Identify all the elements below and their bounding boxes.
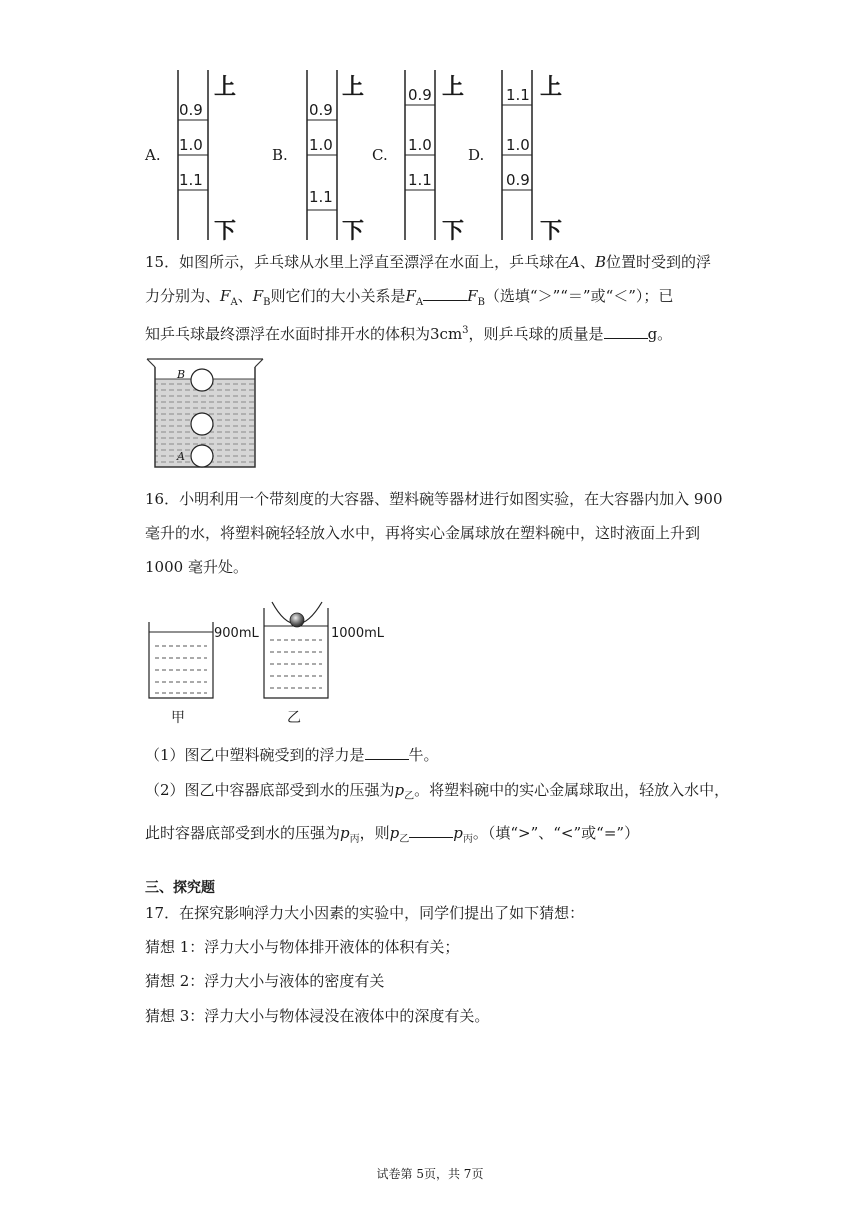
q16-container-jia	[145, 620, 220, 700]
q15-line-2: 力分别为、$F_A$、$F_B$则它们的大小关系是$F_A$ $F_B$（选填“＞”“＝”或“＜”）；已	[145, 287, 674, 308]
option-b-top-mark: 上	[342, 75, 365, 100]
q16-container-yi	[260, 600, 338, 700]
q15-fig-label-a: A	[177, 450, 185, 463]
q16-blank-1[interactable]	[365, 745, 409, 760]
option-b-bottom-mark: 下	[342, 219, 365, 244]
q15-line-3: 知乒乓球最终漂浮在水面时排开水的体积为$3cm^3$，则乒乓球的质量是 g。	[145, 325, 673, 343]
q16-caption-yi: 乙	[287, 710, 301, 726]
option-a-top-mark: 上	[214, 75, 237, 100]
q17-guess-1: 猜想 1：浮力大小与物体排开液体的体积有关；	[145, 938, 460, 956]
option-a-label-1: 0.9	[179, 101, 203, 119]
option-a-label-3: 1.1	[179, 171, 203, 189]
q16-volume-jia: 900mL	[214, 626, 259, 641]
q15-blank-1[interactable]	[423, 286, 467, 301]
option-b-letter: B.	[272, 146, 288, 164]
option-a-bottom-mark: 下	[214, 219, 237, 244]
q17-guess-3: 猜想 3：浮力大小与物体浸没在液体中的深度有关。	[145, 1007, 490, 1025]
option-d-label-1: 1.1	[506, 86, 530, 104]
option-b-label-1: 0.9	[309, 101, 333, 119]
page-footer: 试卷第 5页，共 7页	[376, 1167, 484, 1181]
q15-blank-2[interactable]	[604, 324, 648, 339]
q15-line-1: 15．如图所示，乒乓球从水里上浮直至漂浮在水面上，乒乓球在A、B位置时受到的浮	[145, 253, 711, 271]
q16-sub-1: （1）图乙中塑料碗受到的浮力是 牛。	[145, 746, 439, 764]
option-a-scale	[170, 70, 250, 240]
q16-caption-jia: 甲	[171, 710, 185, 726]
option-c-label-3: 1.1	[408, 171, 432, 189]
q16-line-3: 1000 毫升处。	[145, 558, 248, 576]
q15-beaker-figure	[145, 357, 265, 472]
q17-guess-2: 猜想 2：浮力大小与液体的密度有关	[145, 972, 385, 990]
option-c-letter: C.	[372, 146, 388, 164]
option-b-label-3: 1.1	[309, 188, 333, 206]
option-a-letter: A.	[145, 146, 161, 164]
option-d-bottom-mark: 下	[540, 219, 563, 244]
option-d-top-mark: 上	[540, 75, 563, 100]
q17-line-1: 17．在探究影响浮力大小因素的实验中，同学们提出了如下猜想：	[145, 904, 585, 922]
q16-sub-2-line-2: 此时容器底部受到水的压强为$p_丙$，则$p_乙$ $p_丙$。（填“>”、“<”或“=”）	[145, 824, 640, 845]
q16-line-1: 16．小明利用一个带刻度的大容器、塑料碗等器材进行如图实验，在大容器内加入 900	[145, 490, 723, 508]
option-c-label-2: 1.0	[408, 136, 432, 154]
option-d-letter: D.	[468, 146, 485, 164]
option-b-scale	[299, 70, 379, 240]
option-c-bottom-mark: 下	[442, 219, 465, 244]
q15-fig-label-b: B	[177, 368, 186, 381]
option-b-label-2: 1.0	[309, 136, 333, 154]
option-c-top-mark: 上	[442, 75, 465, 100]
q16-volume-yi: 1000mL	[331, 626, 384, 641]
q16-sub-2-line-1: （2）图乙中容器底部受到水的压强为$p_乙$。将塑料碗中的实心金属球取出，轻放入水中，	[145, 781, 730, 802]
q16-blank-2[interactable]	[409, 823, 453, 838]
option-d-label-2: 1.0	[506, 136, 530, 154]
option-d-label-3: 0.9	[506, 171, 530, 189]
option-a-label-2: 1.0	[179, 136, 203, 154]
section-3-heading: 三、探究题	[145, 880, 215, 896]
q16-line-2: 毫升的水，将塑料碗轻轻放入水中，再将实心金属球放在塑料碗中，这时液面上升到	[145, 524, 701, 542]
q14-options	[0, 60, 860, 250]
option-c-label-1: 0.9	[408, 86, 432, 104]
